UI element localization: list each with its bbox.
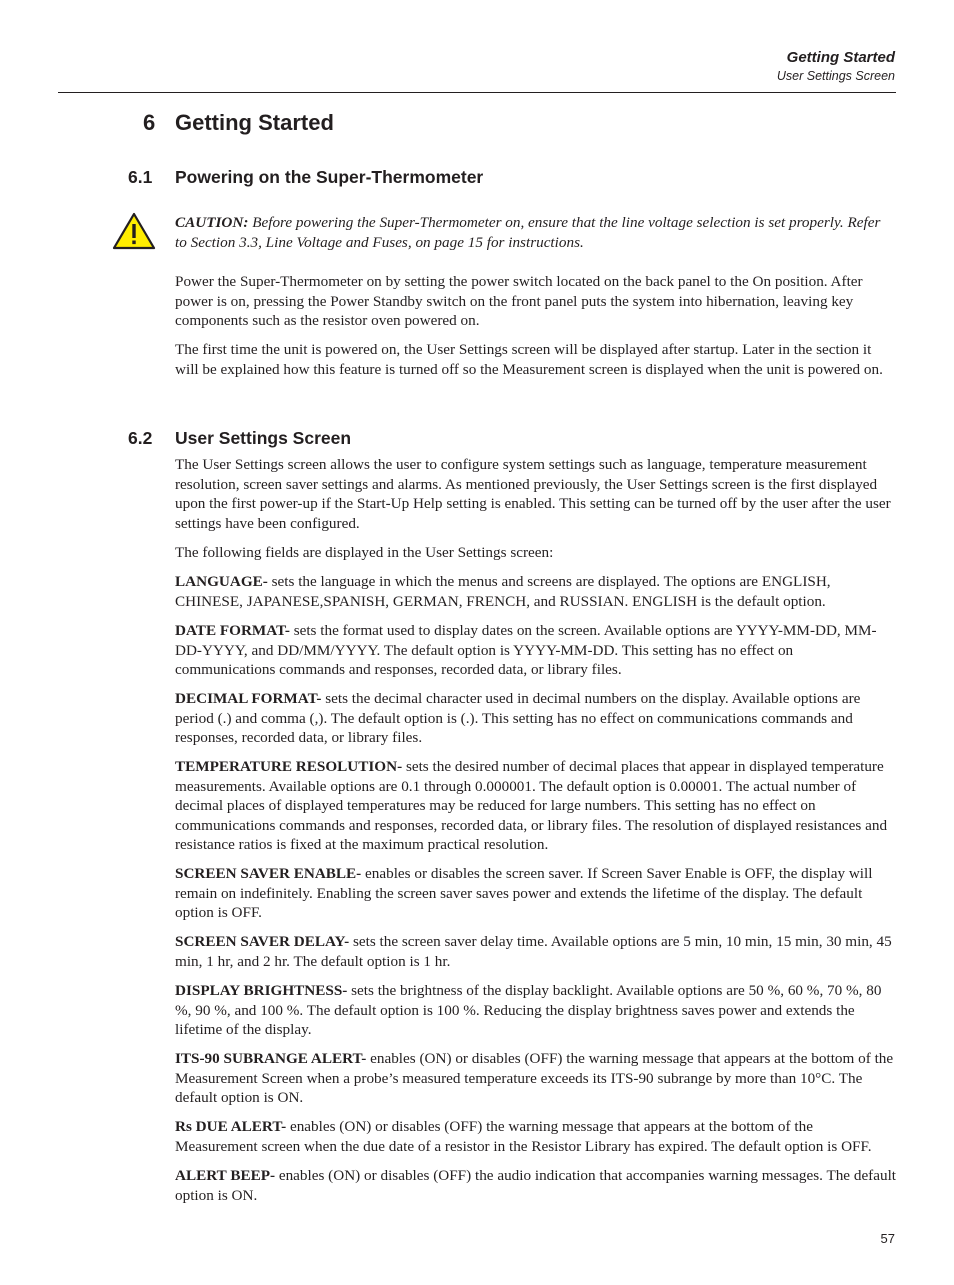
running-header	[777, 48, 895, 85]
paragraph: Power the Super-Thermometer on by setting the power switch located on the back panel to the On position. After power is on, pressing the Power Standby switch on the front panel puts the system into hibernation, leaving key components such as the resistor oven powered on.	[175, 273, 863, 330]
field-description	[175, 572, 896, 611]
field-description	[175, 932, 896, 971]
section-number: 6.1	[128, 167, 153, 187]
running-header-title: Getting Started	[786, 49, 895, 66]
field-desc: sets the brightness of the display backlight. Available options are 50 %, 60 %, 70 %, 80 %, 90 %, and 100 %. The default option is 100 %. Reducing the display brightness saves power and extends the lifetime of the display.	[175, 982, 882, 1039]
caution-note	[175, 213, 895, 252]
field-description	[175, 621, 896, 680]
caution-label: CAUTION:	[175, 214, 249, 231]
warning-triangle-icon	[112, 212, 156, 250]
field-desc: enables (ON) or disables (OFF) the warning message that appears at the bottom of the Measurement screen when the due date of a resistor in the Resistor Library has expired. The default option is OFF.	[175, 1118, 872, 1155]
field-desc: sets the format used to display dates on the screen. Available options are YYYY-MM-DD, MM-DD-YYYY, and DD/MM/YYYY. The default option is YYYY-MM-DD. This setting has no effect on communications commands and responses, recorded data, or library files.	[175, 622, 877, 679]
field-desc: sets the language in which the menus and screens are displayed. The options are ENGLISH, CHINESE, JAPANESE,SPANISH, GERMAN, FRENCH, and RUSSIAN. ENGLISH is the default option.	[175, 573, 831, 610]
field-description	[175, 981, 896, 1040]
running-header-subtitle: User Settings Screen	[776, 69, 895, 83]
field-description	[175, 1117, 896, 1156]
field-term: DISPLAY BRIGHTNESS-	[175, 982, 348, 999]
paragraph: The first time the unit is powered on, the User Settings screen will be displayed after startup. Later in the section it will be explained how this feature is turned off so the Measurement screen is displayed when the unit is powered on.	[175, 341, 883, 378]
field-desc: enables or disables the screen saver. If Screen Saver Enable is OFF, the display will remain on indefinitely. Enabling the screen saver saves power and extends the lifetime of the display. The default option is OFF.	[175, 865, 873, 922]
section-heading-6-2	[128, 428, 351, 449]
section-heading-6-1	[128, 167, 483, 188]
field-desc: enables (ON) or disables (OFF) the audio indication that accompanies warning messages. The default option is ON.	[175, 1167, 897, 1204]
section-number: 6.2	[128, 428, 153, 448]
chapter-heading	[143, 110, 334, 136]
page-number: 57	[880, 1231, 895, 1246]
field-desc: sets the desired number of decimal places that appear in displayed temperature measurements. Available options are 0.1 through 0.000001. The default option is 0.00001. The actual number of decimal places of displayed temperatures may be reduced for large numbers. This setting has no effect on communications commands and responses, recorded data, or library files. The resolution of displayed resistances and resistance ratios is fixed at the maximum practical resolution.	[175, 758, 888, 854]
field-term: DECIMAL FORMAT-	[175, 690, 322, 707]
chapter-number: 6	[143, 110, 156, 135]
paragraph: The following fields are displayed in the User Settings screen:	[175, 544, 554, 561]
field-term: Rs DUE ALERT-	[175, 1118, 287, 1135]
field-term: DATE FORMAT-	[175, 622, 290, 639]
field-description	[175, 1049, 896, 1108]
field-description	[175, 757, 896, 855]
paragraph: The User Settings screen allows the user to configure system settings such as language, temperature measurement resolution, screen saver settings and alarms. As mentioned previously, the User Settings screen is the first displayed upon the first power-up if the Start-Up Help setting is enabled. This setting can be turned off by the user after the user settings have been configured.	[175, 456, 891, 532]
field-term: ITS-90 SUBRANGE ALERT-	[175, 1050, 367, 1067]
field-term: ALERT BEEP-	[175, 1167, 276, 1184]
chapter-title: Getting Started	[175, 110, 334, 135]
field-description	[175, 864, 896, 923]
field-term: SCREEN SAVER DELAY-	[175, 933, 350, 950]
section-title: Powering on the Super-Thermometer	[175, 167, 484, 187]
field-desc: sets the screen saver delay time. Available options are 5 min, 10 min, 15 min, 30 min, 45 min, 1 hr, and 2 hr. The default option is 1 hr.	[175, 933, 892, 970]
field-desc: sets the decimal character used in decimal numbers on the display. Available options are period (.) and comma (,). The default option is (.). This setting has no effect on communications commands and responses, recorded data, or library files.	[175, 690, 861, 747]
field-description	[175, 1166, 896, 1205]
header-rule	[58, 92, 896, 93]
field-desc: enables (ON) or disables (OFF) the warning message that appears at the bottom of the Measurement Screen when a probe’s measured temperature exceeds its ITS-90 subrange by more than 10°C. The default option is ON.	[175, 1050, 894, 1107]
field-term: TEMPERATURE RESOLUTION-	[175, 758, 403, 775]
field-term: LANGUAGE-	[175, 573, 268, 590]
field-description	[175, 689, 896, 748]
field-term: SCREEN SAVER ENABLE-	[175, 865, 362, 882]
section-title: User Settings Screen	[175, 428, 352, 448]
caution-body: Before powering the Super-Thermometer on, ensure that the line voltage selection is set properly. Refer to Section 3.3, Line Voltage and Fuses, on page 15 for instructions.	[175, 214, 881, 251]
